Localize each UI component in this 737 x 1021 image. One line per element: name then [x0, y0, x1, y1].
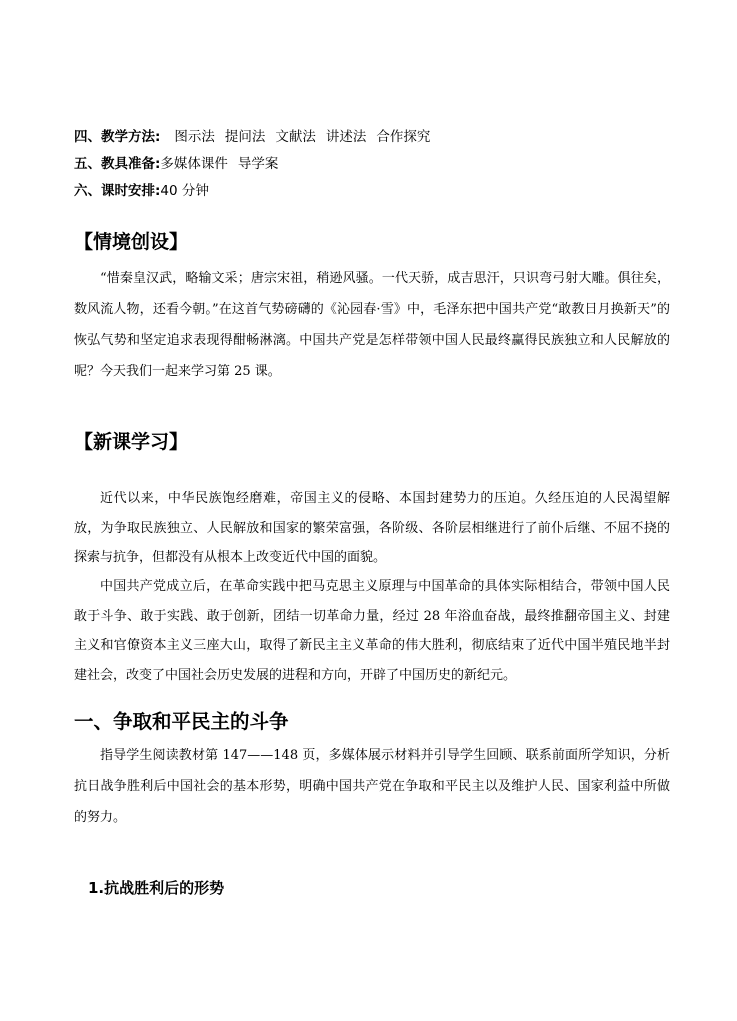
- method-item: 文献法: [275, 129, 316, 145]
- method-item: 提问法: [224, 129, 266, 145]
- tool-item: 导学案: [237, 156, 279, 172]
- section-one-heading: 一、争取和平民主的斗争: [74, 710, 289, 733]
- tool-item: 多媒体课件: [160, 156, 228, 172]
- teaching-methods-label: 四、教学方法:: [74, 129, 161, 145]
- section-one-subheading: 1.抗战胜利后的形势: [88, 879, 225, 897]
- teaching-tools-line: [74, 155, 278, 173]
- class-time-label: 六、课时安排:: [74, 183, 161, 199]
- new-lesson-paragraph-2: 中国共产党成立后，在革命实践中把马克思主义原理与中国革命的具体实际相结合，带领中国人民敢于斗争、敢于实践、敢于创新，团结一切革命力量，经过 28 年浴血奋战，最终推翻帝国主义、封建主义和官僚资本主义三座大山，取得了新民主主义革命的伟大胜利，彻底结束了近代中国半殖民地半封建社会，改变了中国社会历史发展的进程和方向，开辟了中国历史的新纪元。: [74, 579, 670, 683]
- teaching-methods-line: [74, 128, 430, 146]
- class-time-line: [74, 182, 209, 200]
- method-item: 图示法: [174, 129, 215, 145]
- teaching-tools-label: 五、教具准备:: [74, 156, 161, 172]
- method-item: 合作探究: [376, 129, 431, 145]
- new-lesson-paragraph-1: 近代以来，中华民族饱经磨难，帝国主义的侵略、本国封建势力的压迫。久经压迫的人民渴望解放，为争取民族独立、人民解放和国家的繁荣富强，各阶级、各阶层相继进行了前仆后继、不屈不挠的探索与抗争，但都没有从根本上改变近代中国的面貌。: [74, 491, 670, 565]
- class-time-value: 40 分钟: [160, 183, 209, 199]
- new-lesson-heading: 【新课学习】: [74, 431, 189, 453]
- situation-heading: 【情境创设】: [74, 231, 189, 253]
- situation-paragraph: “惜秦皇汉武，略输文采；唐宗宋祖，稍逊风骚。一代天骄，成吉思汗，只识弯弓射大雕。俱往矣，数风流人物，还看今朝。”在这首气势磅礴的《沁园春·雪》中，毛泽东把中国共产党“敢教日月换新天”的恢弘气势和坚定追求表现得酣畅淋漓。中国共产党是怎样带领中国人民最终赢得民族独立和人民解放的呢？今天我们一起来学习第 25 课。: [74, 271, 670, 379]
- section-one-paragraph: 指导学生阅读教材第 147——148 页，多媒体展示材料并引导学生回顾、联系前面所学知识，分析抗日战争胜利后中国社会的基本形势，明确中国共产党在争取和平民主以及维护人民、国家利益中所做的努力。: [74, 748, 670, 825]
- method-item: 讲述法: [325, 129, 367, 145]
